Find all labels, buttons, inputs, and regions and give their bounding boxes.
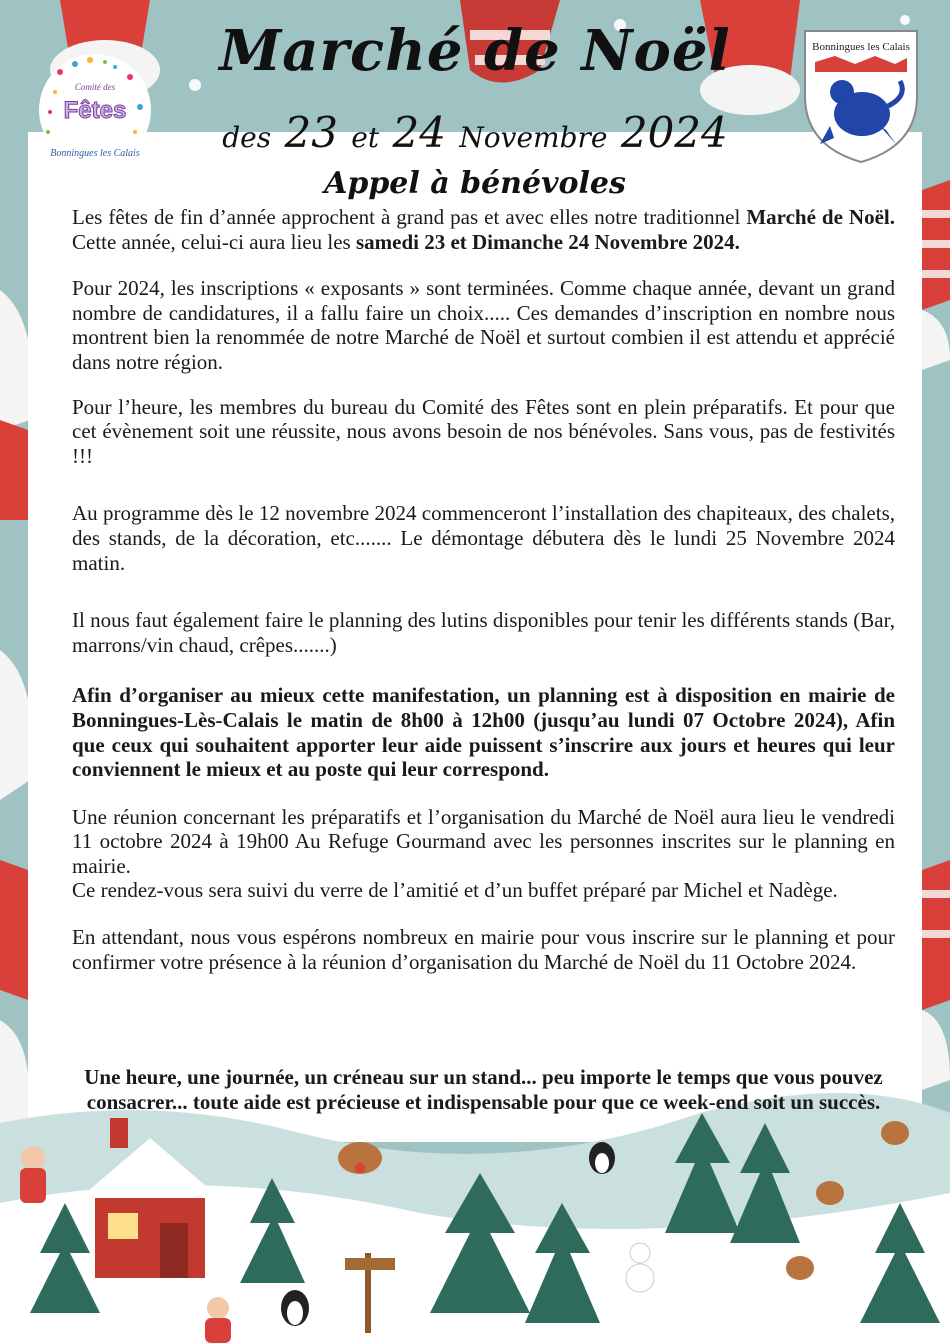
- logo-left-line2: Bonningues les Calais: [50, 148, 140, 159]
- logo-right-text: Bonningues les Calais: [812, 41, 910, 53]
- date-prefix: des: [222, 121, 272, 154]
- paragraph-preparatifs: Pour l’heure, les membres du bureau du Comité des Fêtes sont en plein préparatifs. Et pour que cet évènement soit une réussite, nous avons besoin de nos bénévoles. Sans vous, pas de festivités !!!: [72, 394, 895, 468]
- date-month: Novembre: [459, 121, 608, 154]
- paragraph-planning-lutins: Il nous faut également faire le planning des lutins disponibles pour tenir les différents stands (Bar, marrons/vin chaud, crêpes.......): [72, 608, 895, 657]
- paragraph-verre-amitie: Ce rendez-vous sera suivi du verre de l’amitié et d’un buffet préparé par Michel et Nadège.: [72, 878, 838, 903]
- date-et: et: [351, 121, 380, 154]
- paragraph-intro: [72, 205, 895, 254]
- event-date: [0, 108, 950, 157]
- announcement-body: [72, 205, 895, 974]
- page-subtitle: Appel à bénévoles: [324, 166, 626, 201]
- winter-village-scene: [0, 1083, 950, 1343]
- paragraph-reunion: Une réunion concernant les préparatifs et l’organisation du Marché de Noël aura lieu le vendredi 11 octobre 2024 à 19h00 Au Refuge Gourmand avec les personnes inscrites sur le planning en mairie.: [72, 804, 895, 878]
- date-year: 2024: [620, 108, 728, 157]
- snowman-icon: [626, 1243, 654, 1292]
- paragraph-exposants: Pour 2024, les inscriptions « exposants » sont terminées. Comme chaque année, devant un grand nombre de candidatures, il a fallu faire un choix..... Ces demandes d’inscription en nombre nous montrent bien la renommée de notre Marché de Noël et surtout combien il est attendu et apprécié dans notre région.: [72, 276, 895, 374]
- intro-text-d: samedi 23 et Dimanche 24 Novembre 2024.: [355, 229, 740, 254]
- intro-text-b: Marché de Noël.: [746, 205, 896, 229]
- paragraph-planning-mairie: Afin d’organiser au mieux cette manifestation, un planning est à disposition en mairie de Bonningues-Lès-Calais le matin de 8h00 à 12h00 (jusqu’au lundi 07 Octobre 2024), Afin que ceux qui souhaitent apporter leur aide puissent s’inscrire aux jours et heures qui leur conviennent le mieux et au poste qui leur correspond.: [72, 683, 895, 782]
- paragraph-programme: Au programme dès le 12 novembre 2024 commenceront l’installation des chapiteaux, des chalets, des stands, de la décoration, etc....... Le démontage débutera dès le lundi 25 Novembre 2024 matin.: [72, 501, 895, 575]
- logo-left-line1: Comité des: [74, 82, 116, 92]
- logo-left-word: Fêtes: [63, 97, 127, 124]
- gnome-right-icon: [922, 180, 950, 1090]
- page-title: Marché de Noël: [219, 18, 731, 84]
- intro-text-c: Cette année, celui-ci aura lieu les: [72, 229, 356, 254]
- closing-message: Une heure, une journée, un créneau sur un stand... peu importe le temps que vous pouvez consacrer... toute aide est précieuse et indispensable pour que ce week-end soit un succès.: [84, 1065, 883, 1114]
- date-day2: 24: [392, 108, 446, 157]
- intro-text-a: Les fêtes de fin d’année approchent à grand pas et avec elles notre traditionnel: [72, 205, 747, 229]
- paragraph-en-attendant: En attendant, nous vous espérons nombreux en mairie pour vous inscrire sur le planning et pour confirmer votre présence à la réunion d’organisation du Marché de Noël du 11 Octobre 2024.: [72, 925, 895, 974]
- date-day1: 23: [284, 108, 338, 157]
